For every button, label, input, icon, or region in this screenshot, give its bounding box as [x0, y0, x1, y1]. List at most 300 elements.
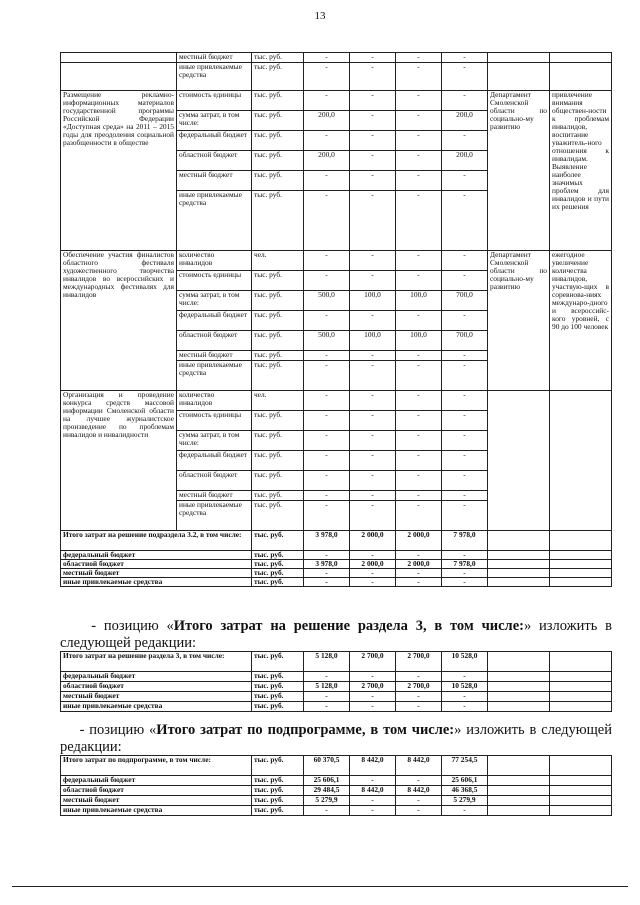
value-cell: -	[396, 251, 442, 271]
empty-cell	[488, 652, 550, 672]
value-cell: -	[396, 431, 442, 451]
unit-cell: тыс. руб.	[252, 111, 304, 131]
value-cell: 100,0	[396, 331, 442, 351]
value-cell: 8 442,0	[396, 786, 442, 796]
value-cell: -	[350, 391, 396, 411]
amendment-paragraph-1	[60, 618, 612, 652]
totals-label-cell: иные привлекаемые средства	[61, 806, 252, 816]
empty-cell	[488, 531, 550, 551]
table-cell: -	[396, 53, 442, 63]
indicator-cell: иные привлекаемые средства	[177, 63, 252, 91]
table-cell	[488, 53, 550, 63]
totals-label-cell: областной бюджет	[61, 682, 252, 692]
value-cell: -	[442, 501, 488, 531]
empty-cell	[550, 682, 612, 692]
value-cell: -	[396, 131, 442, 151]
unit-cell: тыс. руб.	[252, 652, 304, 672]
totals-row	[61, 682, 612, 692]
value-cell: -	[396, 311, 442, 331]
empty-cell	[488, 776, 550, 786]
table-cell	[61, 63, 177, 91]
paragraph-bold: Итого затрат по подпрограмме, в том числе:	[156, 722, 455, 738]
value-cell: -	[304, 578, 350, 587]
totals-row	[61, 776, 612, 786]
value-cell: 7 978,0	[442, 531, 488, 551]
table-cell: -	[304, 53, 350, 63]
empty-cell	[550, 672, 612, 682]
unit-cell: тыс. руб.	[252, 531, 304, 551]
paragraph-prefix: - позицию «	[79, 722, 157, 738]
indicator-cell: федеральный бюджет	[177, 131, 252, 151]
value-cell: -	[442, 702, 488, 712]
value-cell: -	[350, 171, 396, 191]
value-cell: -	[304, 311, 350, 331]
unit-cell: чел.	[252, 251, 304, 271]
table-cell: -	[350, 63, 396, 91]
value-cell: -	[396, 491, 442, 501]
value-cell: 25 606,1	[442, 776, 488, 786]
value-cell: 3 978,0	[304, 531, 350, 551]
table-cell: -	[304, 63, 350, 91]
table-cell: тыс. руб.	[252, 63, 304, 91]
value-cell: -	[350, 111, 396, 131]
table-cell	[550, 53, 612, 63]
unit-cell: тыс. руб.	[252, 692, 304, 702]
empty-cell	[488, 551, 550, 560]
table-cell: -	[442, 53, 488, 63]
value-cell: -	[350, 776, 396, 786]
value-cell: -	[396, 271, 442, 291]
unit-cell: тыс. руб.	[252, 171, 304, 191]
table-cell: -	[442, 63, 488, 91]
main-table	[60, 52, 612, 587]
value-cell: 29 484,5	[304, 786, 350, 796]
value-cell: 200,0	[304, 151, 350, 171]
unit-cell: тыс. руб.	[252, 471, 304, 491]
value-cell: 200,0	[442, 111, 488, 131]
value-cell: -	[350, 91, 396, 111]
value-cell: -	[304, 501, 350, 531]
value-cell: -	[304, 702, 350, 712]
indicator-cell: иные привлекаемые средства	[177, 501, 252, 531]
value-cell: -	[304, 391, 350, 411]
value-cell: -	[304, 551, 350, 560]
executor-cell: Департамент Смоленской области по социально-му развитию	[488, 91, 550, 251]
totals-label-cell: Итого затрат по подпрограмме, в том числе:	[61, 756, 252, 776]
empty-cell	[550, 560, 612, 569]
unit-cell: тыс. руб.	[252, 756, 304, 776]
value-cell: -	[304, 451, 350, 471]
value-cell: -	[396, 569, 442, 578]
value-cell: -	[350, 692, 396, 702]
totals-label-cell: иные привлекаемые средства	[61, 578, 252, 587]
unit-cell: тыс. руб.	[252, 351, 304, 361]
value-cell: -	[304, 411, 350, 431]
executor-cell	[488, 391, 550, 531]
empty-cell	[550, 692, 612, 702]
indicator-cell: количество инвалидов	[177, 251, 252, 271]
value-cell: -	[304, 131, 350, 151]
value-cell: -	[396, 578, 442, 587]
totals-row	[61, 531, 612, 551]
value-cell: 100,0	[350, 291, 396, 311]
empty-cell	[550, 756, 612, 776]
indicator-cell: федеральный бюджет	[177, 311, 252, 331]
value-cell: 8 442,0	[350, 786, 396, 796]
empty-cell	[550, 702, 612, 712]
unit-cell: тыс. руб.	[252, 491, 304, 501]
indicator-cell: местный бюджет	[177, 351, 252, 361]
unit-cell: тыс. руб.	[252, 411, 304, 431]
unit-cell: тыс. руб.	[252, 551, 304, 560]
value-cell: 5 279,9	[442, 796, 488, 806]
value-cell: -	[442, 91, 488, 111]
empty-cell	[488, 702, 550, 712]
value-cell: -	[304, 692, 350, 702]
unit-cell: тыс. руб.	[252, 682, 304, 692]
indicator-cell: областной бюджет	[177, 471, 252, 491]
value-cell: -	[396, 672, 442, 682]
value-cell: -	[396, 796, 442, 806]
value-cell: -	[350, 672, 396, 682]
value-cell: -	[442, 351, 488, 361]
table-row	[61, 391, 612, 411]
indicator-cell: иные привлекаемые средства	[177, 361, 252, 391]
unit-cell: тыс. руб.	[252, 331, 304, 351]
indicator-cell: сумма затрат, в том числе:	[177, 111, 252, 131]
value-cell: 7 978,0	[442, 560, 488, 569]
value-cell: -	[442, 411, 488, 431]
value-cell: -	[350, 451, 396, 471]
value-cell: -	[350, 131, 396, 151]
indicator-cell: местный бюджет	[177, 53, 252, 63]
value-cell: -	[304, 431, 350, 451]
value-cell: -	[442, 271, 488, 291]
value-cell: 8 442,0	[350, 756, 396, 776]
indicator-cell: областной бюджет	[177, 331, 252, 351]
empty-cell	[550, 578, 612, 587]
value-cell: -	[304, 806, 350, 816]
activity-cell: Организация и проведение конкурса средств массовой информации Смоленской области на лучшее журналистское произведение по проблемам инвалидов и инвалидности	[61, 391, 177, 531]
unit-cell: тыс. руб.	[252, 702, 304, 712]
unit-cell: тыс. руб.	[252, 91, 304, 111]
value-cell: -	[396, 451, 442, 471]
paragraph-suffix: » изложить в следующей редакции:	[60, 722, 612, 755]
value-cell: -	[350, 351, 396, 361]
value-cell: -	[442, 672, 488, 682]
value-cell: -	[350, 471, 396, 491]
result-cell: привлечение внимания обществен-ности к проблемам инвалидов, воспитание уважитель-ного отношения к инвалидам. Выявление наиболее значимых проблем для инвалидов и пути их решения	[550, 91, 612, 251]
totals-row	[61, 672, 612, 682]
empty-cell	[550, 551, 612, 560]
empty-cell	[488, 756, 550, 776]
empty-cell	[488, 569, 550, 578]
value-cell: -	[350, 796, 396, 806]
value-cell: -	[442, 692, 488, 702]
value-cell: -	[304, 491, 350, 501]
result-cell	[550, 391, 612, 531]
value-cell: -	[396, 351, 442, 361]
value-cell: -	[396, 111, 442, 131]
indicator-cell: стоимость единицы	[177, 411, 252, 431]
empty-cell	[488, 682, 550, 692]
empty-cell	[550, 776, 612, 786]
value-cell: 10 528,0	[442, 682, 488, 692]
value-cell: -	[350, 551, 396, 560]
value-cell: 500,0	[304, 331, 350, 351]
indicator-cell: количество инвалидов	[177, 391, 252, 411]
totals-label-cell: федеральный бюджет	[61, 672, 252, 682]
value-cell: 2 700,0	[396, 652, 442, 672]
empty-cell	[550, 531, 612, 551]
value-cell: -	[350, 251, 396, 271]
empty-cell	[550, 569, 612, 578]
value-cell: -	[350, 501, 396, 531]
unit-cell: тыс. руб.	[252, 291, 304, 311]
empty-cell	[488, 796, 550, 806]
value-cell: -	[350, 361, 396, 391]
value-cell: 100,0	[396, 291, 442, 311]
value-cell: -	[304, 569, 350, 578]
value-cell: 700,0	[442, 331, 488, 351]
value-cell: 2 000,0	[396, 560, 442, 569]
value-cell: -	[350, 311, 396, 331]
totals-row	[61, 551, 612, 560]
value-cell: -	[442, 806, 488, 816]
activity-cell: Размещение рекламно-информационных материалов государственной программы Российской Федерации «Доступная среда» на 2011 – 2015 годы для преодоления социальной разобщенности в обществе	[61, 91, 177, 251]
value-cell: -	[396, 551, 442, 560]
unit-cell: тыс. руб.	[252, 431, 304, 451]
value-cell: -	[350, 151, 396, 171]
unit-cell: тыс. руб.	[252, 361, 304, 391]
value-cell: -	[396, 191, 442, 251]
unit-cell: тыс. руб.	[252, 191, 304, 251]
value-cell: 5 279,9	[304, 796, 350, 806]
value-cell: -	[350, 806, 396, 816]
value-cell: 2 700,0	[350, 682, 396, 692]
value-cell: -	[350, 491, 396, 501]
result-cell: ежегодное увеличение количества инвалидов, участвую-щих в соревнова-ниях междунаро-дного и всероссийс-кого уровней, с 90 до 100 человек	[550, 251, 612, 391]
totals-row	[61, 756, 612, 776]
value-cell: -	[396, 471, 442, 491]
value-cell: 100,0	[350, 331, 396, 351]
value-cell: -	[304, 351, 350, 361]
unit-cell: тыс. руб.	[252, 560, 304, 569]
value-cell: -	[350, 271, 396, 291]
value-cell: -	[396, 171, 442, 191]
table-cell: -	[350, 53, 396, 63]
empty-cell	[550, 806, 612, 816]
table-row	[61, 63, 612, 91]
unit-cell: тыс. руб.	[252, 776, 304, 786]
totals-row	[61, 786, 612, 796]
value-cell: 46 368,5	[442, 786, 488, 796]
value-cell: 2 700,0	[350, 652, 396, 672]
table-cell	[550, 63, 612, 91]
value-cell: -	[396, 806, 442, 816]
value-cell: -	[442, 361, 488, 391]
indicator-cell: федеральный бюджет	[177, 451, 252, 471]
unit-cell: тыс. руб.	[252, 578, 304, 587]
indicator-cell: сумма затрат, в том числе:	[177, 291, 252, 311]
value-cell: -	[350, 569, 396, 578]
value-cell: -	[350, 191, 396, 251]
table-row	[61, 91, 612, 111]
paragraph-prefix: - позицию «	[91, 618, 174, 634]
value-cell: -	[304, 672, 350, 682]
totals-label-cell: Итого затрат на решение раздела 3, в том числе:	[61, 652, 252, 672]
value-cell: -	[442, 451, 488, 471]
empty-cell	[488, 786, 550, 796]
value-cell: -	[350, 411, 396, 431]
value-cell: -	[304, 271, 350, 291]
indicator-cell: местный бюджет	[177, 491, 252, 501]
empty-cell	[550, 652, 612, 672]
value-cell: 3 978,0	[304, 560, 350, 569]
totals-row	[61, 692, 612, 702]
table-cell: тыс. руб.	[252, 53, 304, 63]
unit-cell: тыс. руб.	[252, 151, 304, 171]
value-cell: -	[396, 411, 442, 431]
totals-label-cell: областной бюджет	[61, 786, 252, 796]
value-cell: -	[396, 391, 442, 411]
indicator-cell: стоимость единицы	[177, 91, 252, 111]
value-cell: -	[304, 251, 350, 271]
value-cell: 5 128,0	[304, 652, 350, 672]
value-cell: -	[442, 569, 488, 578]
totals-label-cell: областной бюджет	[61, 560, 252, 569]
empty-cell	[488, 560, 550, 569]
page-number: 13	[314, 10, 326, 22]
unit-cell: тыс. руб.	[252, 569, 304, 578]
amendment-paragraph-2	[60, 722, 612, 756]
indicator-cell: областной бюджет	[177, 151, 252, 171]
value-cell: -	[442, 131, 488, 151]
table-cell: -	[396, 63, 442, 91]
value-cell: 77 254,5	[442, 756, 488, 776]
unit-cell: тыс. руб.	[252, 501, 304, 531]
value-cell: -	[396, 702, 442, 712]
empty-cell	[488, 578, 550, 587]
value-cell: -	[442, 171, 488, 191]
paragraph-bold: Итого затрат на решение раздела 3, в том числе:	[173, 618, 524, 634]
value-cell: -	[442, 431, 488, 451]
indicator-cell: стоимость единицы	[177, 271, 252, 291]
table-cell	[488, 63, 550, 91]
value-cell: -	[442, 191, 488, 251]
value-cell: -	[304, 471, 350, 491]
value-cell: -	[304, 91, 350, 111]
table-row	[61, 251, 612, 271]
empty-cell	[488, 692, 550, 702]
unit-cell: тыс. руб.	[252, 311, 304, 331]
empty-cell	[550, 796, 612, 806]
value-cell: -	[442, 491, 488, 501]
totals-row	[61, 702, 612, 712]
indicator-cell: местный бюджет	[177, 171, 252, 191]
totals-row	[61, 806, 612, 816]
footer-line	[12, 886, 628, 887]
table-row	[61, 53, 612, 63]
value-cell: -	[442, 471, 488, 491]
value-cell: -	[396, 151, 442, 171]
totals-label-cell: местный бюджет	[61, 692, 252, 702]
value-cell: -	[304, 361, 350, 391]
subprogram-totals-table	[60, 755, 612, 816]
value-cell: -	[396, 91, 442, 111]
totals-label-cell: иные привлекаемые средства	[61, 702, 252, 712]
value-cell: -	[442, 311, 488, 331]
value-cell: -	[350, 702, 396, 712]
value-cell: 60 370,5	[304, 756, 350, 776]
value-cell: -	[304, 191, 350, 251]
value-cell: 2 000,0	[396, 531, 442, 551]
value-cell: -	[396, 501, 442, 531]
value-cell: 2 000,0	[350, 560, 396, 569]
empty-cell	[488, 806, 550, 816]
activity-cell: Обеспечение участия финалистов областного фестиваля художественного творчества инвалидов во всероссийских и международных фестивалях для инвалидов	[61, 251, 177, 391]
unit-cell: тыс. руб.	[252, 672, 304, 682]
value-cell: -	[396, 776, 442, 786]
unit-cell: тыс. руб.	[252, 796, 304, 806]
unit-cell: тыс. руб.	[252, 806, 304, 816]
totals-label-cell: Итого затрат на решение подраздела 3.2, в том числе:	[61, 531, 252, 551]
totals-label-cell: местный бюджет	[61, 796, 252, 806]
indicator-cell: сумма затрат, в том числе:	[177, 431, 252, 451]
value-cell: -	[442, 251, 488, 271]
totals-row	[61, 578, 612, 587]
totals-row	[61, 569, 612, 578]
empty-cell	[488, 672, 550, 682]
paragraph-suffix: » изложить в следующей редакции:	[60, 618, 612, 651]
value-cell: 500,0	[304, 291, 350, 311]
executor-cell: Департамент Смоленской области по социально-му развитию	[488, 251, 550, 391]
unit-cell: тыс. руб.	[252, 271, 304, 291]
value-cell: -	[350, 578, 396, 587]
value-cell: 10 528,0	[442, 652, 488, 672]
value-cell: 5 128,0	[304, 682, 350, 692]
value-cell: -	[396, 692, 442, 702]
value-cell: -	[396, 361, 442, 391]
value-cell: 8 442,0	[396, 756, 442, 776]
value-cell: 25 606,1	[304, 776, 350, 786]
totals-label-cell: федеральный бюджет	[61, 551, 252, 560]
value-cell: -	[442, 578, 488, 587]
value-cell: -	[442, 391, 488, 411]
totals-row	[61, 560, 612, 569]
totals-label-cell: местный бюджет	[61, 569, 252, 578]
empty-cell	[550, 786, 612, 796]
totals-label-cell: федеральный бюджет	[61, 776, 252, 786]
value-cell: -	[442, 551, 488, 560]
indicator-cell: иные привлекаемые средства	[177, 191, 252, 251]
value-cell: -	[304, 171, 350, 191]
value-cell: 2 000,0	[350, 531, 396, 551]
totals-row	[61, 652, 612, 672]
section3-totals-table	[60, 651, 612, 712]
unit-cell: тыс. руб.	[252, 131, 304, 151]
value-cell: 200,0	[304, 111, 350, 131]
value-cell: 200,0	[442, 151, 488, 171]
value-cell: 700,0	[442, 291, 488, 311]
table-cell	[61, 53, 177, 63]
value-cell: 2 700,0	[396, 682, 442, 692]
totals-row	[61, 796, 612, 806]
unit-cell: тыс. руб.	[252, 786, 304, 796]
value-cell: -	[350, 431, 396, 451]
unit-cell: чел.	[252, 391, 304, 411]
unit-cell: тыс. руб.	[252, 451, 304, 471]
